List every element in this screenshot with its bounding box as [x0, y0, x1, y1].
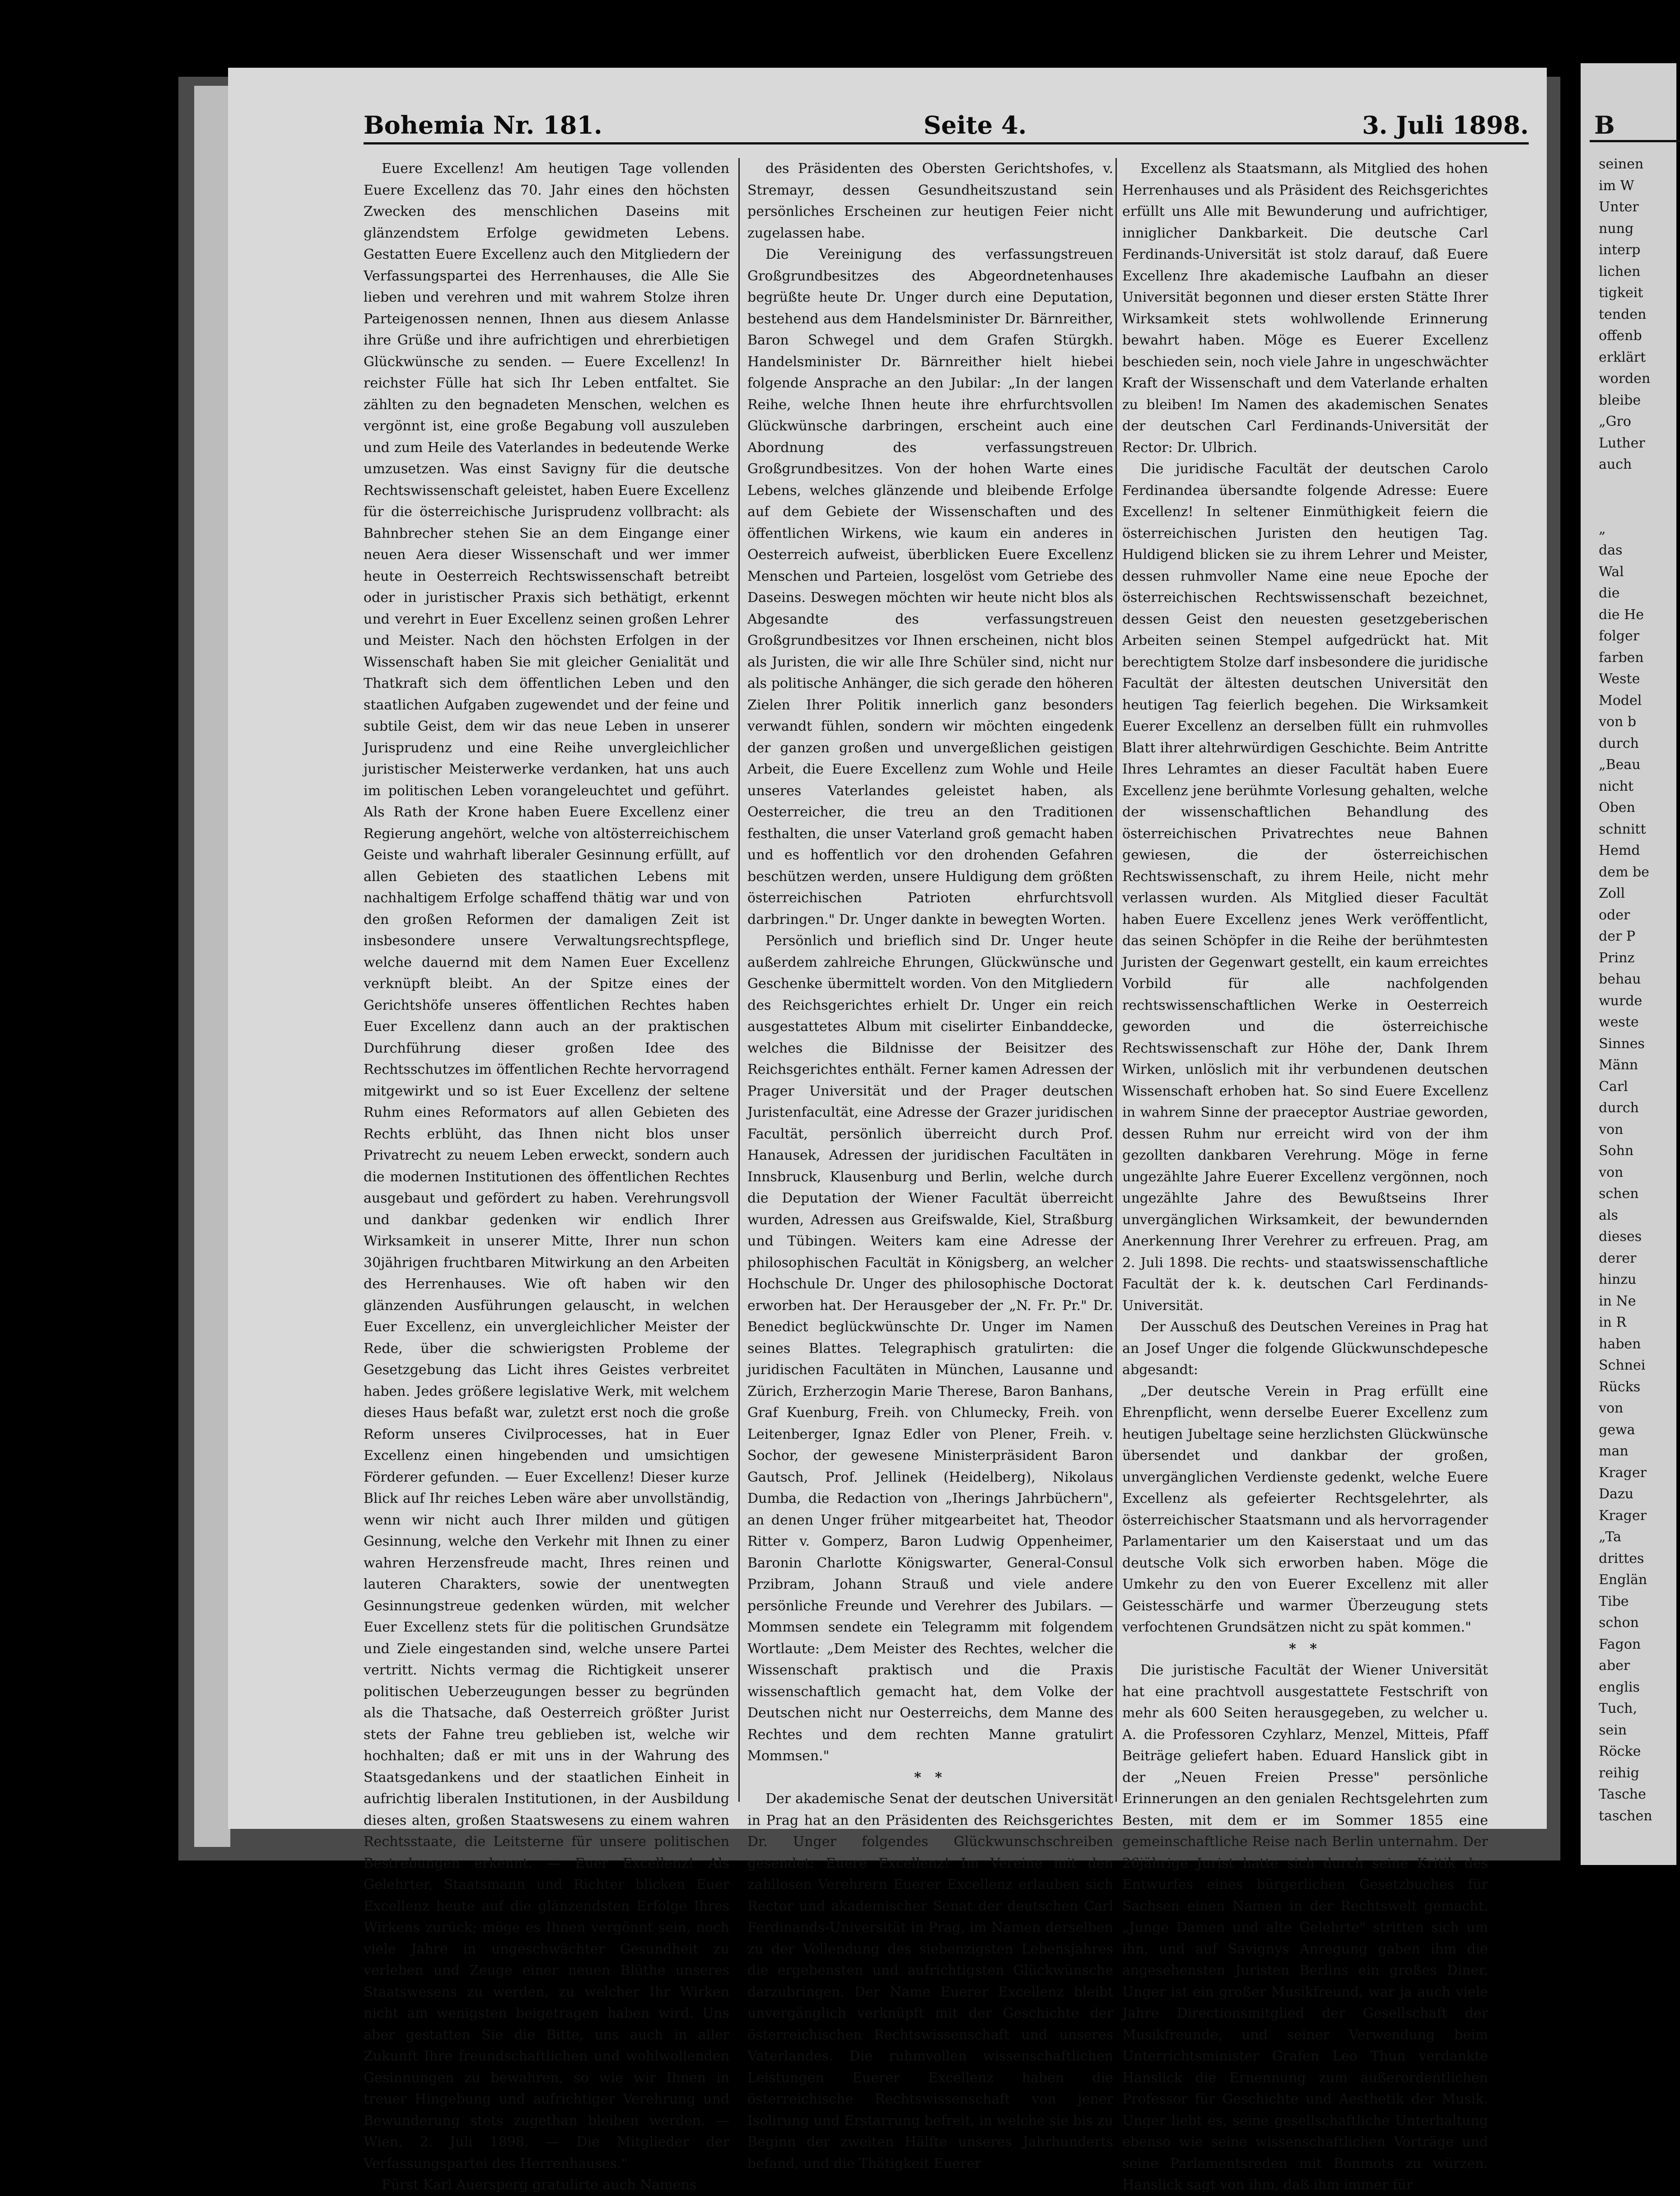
- adjacent-page-line: Fagon: [1599, 1636, 1641, 1652]
- article-paragraph: Die Vereinigung des verfassungstreuen Großgrundbesitzes des Abgeordnetenhauses begrüßte heute Dr. Unger durch eine Deputation, bestehend aus dem Handelsminister Dr. Bärnreither, Baron Schwegel und dem Grafen Stürgkh. Handelsminister Dr. Bärnreither hielt hiebei folgende Ansprache an den Jubilar: „In der langen Reihe, welche Ihnen heute ihre ehrfurchtsvollen Glückwünsche darbringen, erscheint auch eine Abordnung des verfassungstreuen Großgrundbesitzes. Von der hohen Warte eines Lebens, welches glänzende und bleibende Erfolge auf dem Gebiete der Wissenschaften und des öffentlichen Wirkens, wie kaum ein anderes in Oesterreich aufweist, überblicken Euere Excellenz Menschen und Parteien, losgelöst vom Getriebe des Daseins. Deswegen möchten wir heute nicht blos als Abgesandte des verfassungstreuen Großgrundbesitzes vor Ihnen erscheinen, nicht blos als Juristen, die wir alle Ihre Schüler sind, nicht nur als politische Anhänger, die sich gerade den höheren Zielen Ihrer Politik innerlich ganz besonders verwandt fühlen, sondern wir möchten eingedenk der ganzen großen und unvergeßlichen geistigen Arbeit, die Euere Excellenz zum Wohle und Heile unseres Vaterlandes geleistet haben, als Oesterreicher, die treu an den Traditionen festhalten, die unser Vaterland groß gemacht haben und es hoffentlich vor den drohenden Gefahren beschützen werden, unsere Huldigung dem größten österreichischen Patrioten ehrfurchtsvoll darbringen." Dr. Unger dankte in bewegten Worten.: [747, 247, 1113, 928]
- adjacent-page-line: taschen: [1599, 1808, 1652, 1824]
- adjacent-page-line: wurde: [1599, 993, 1643, 1009]
- adjacent-page-line: haben: [1599, 1336, 1641, 1352]
- adjacent-page-line: „Ta: [1599, 1529, 1622, 1545]
- article-paragraph: Der akademische Senat der deutschen Universität in Prag hat an den Präsidenten des Reichsgerichtes Dr. Unger folgendes Glückwunschschreiben gesendet: Euere Excellenz! Im Vereine mit den zahllosen Verehrern Euerer Excellenz erlauben sich Rector und akademischer Senat der deutschen Carl Ferdinands-Universität in Prag, im Namen derselben zu der Vollendung des siebenzigsten Lebensjahres die ergebensten und aufrichtigsten Glückwünsche darzubringen. Der Name Euerer Excellenz bleibt unvergänglich verknüpft mit der Geschichte der österreichischen Rechtswissenschaft und unseres Vaterlandes. Die ruhmvollen wissenschaftlichen Leistungen Euerer Excellenz haben die österreichische Rechtswissenschaft von jener Isolirung und Erstarrung befreit, in welche sie bis zu Beginn der zweiten Hälfte unseres Jahrhunderts befand, und die Thätigkeit Euerer: [747, 1791, 1113, 2172]
- adjacent-page-line: die: [1599, 585, 1620, 601]
- adjacent-page-line: [1599, 476, 1675, 497]
- column-divider: [738, 158, 740, 1802]
- adjacent-page-line: derer: [1599, 1250, 1637, 1266]
- adjacent-page-line: Krager: [1599, 1464, 1647, 1481]
- previous-page-edge: [194, 86, 230, 1847]
- adjacent-page-line: von: [1599, 1164, 1624, 1180]
- adjacent-page-line: „Gro: [1599, 414, 1631, 429]
- adjacent-page-line: nung: [1599, 220, 1634, 237]
- adjacent-page-line: Sohn: [1599, 1143, 1634, 1159]
- adjacent-page-line: offenb: [1599, 328, 1642, 344]
- issue-date: 3. Juli 1898.: [1362, 111, 1529, 140]
- adjacent-page-line: Model: [1599, 692, 1642, 709]
- adjacent-page-line: Dazu: [1599, 1486, 1634, 1502]
- adjacent-page-line: in R: [1599, 1315, 1627, 1330]
- adjacent-page-line: interp: [1599, 242, 1641, 258]
- article-paragraph: Die juridische Facultät der deutschen Carolo Ferdinandea übersandte folgende Adresse: Euere Excellenz! In seltener Einmüthigkeit feiern die österreichischen Juristen den heutigen Tag. Huldigend blicken sie zu ihrem Lehrer und Meister, dessen ruhmvoller Name eine neue Epoche der österreichischen Rechtswissenschaft bezeichnet, dessen Geist den neuesten gesetzgeberischen Arbeiten seinen Stempel aufgedrückt hat. Mit berechtigtem Stolze darf insbesondere die juridische Facultät der ältesten deutschen Universität den heutigen Tag feierlich begehen. Die Wirksamkeit Euerer Excellenz an derselben füllt ein ruhmvolles Blatt ihrer altehrwürdigen Geschichte. Beim Antritte Ihres Lehramtes an dieser Facultät haben Euere Excellenz jene berühmte Vorlesung gehalten, welche der wissenschaftlichen Behandlung des österreichischen Privatrechtes neue Bahnen gewiesen, die der österreichischen Rechtswissenschaft, zu ihrem Heile, nicht mehr verlassen wurden. Als Mitglied dieser Facultät haben Euere Excellenz jenes Werk veröffentlicht, das seinen Schöpfer in die Reihe der berühmtesten Juristen der Gegenwart gestellt, ein kaum erreichtes Vorbild für alle nachfolgenden rechtswissenschaftlichen Werke in Oesterreich geworden und die österreichische Rechtswissenschaft zur Höhe der, Dank Ihrem Wirken, unlöslich mit ihr verbundenen deutschen Wissenschaft erhoben hat. So sind Euere Excellenz in wahrem Sinne der praeceptor Austriae geworden, dessen Ruhm nur erreicht wird von der ihm gezollten dankbaren Verehrung. Möge in ferne ungezählte Jahre Euerer Excellenz vergönnen, noch ungezählte Jahre des Bewußtseins Ihrer unvergänglichen Wirksamkeit, der bewundernden Anerkennung Ihrer Verehrer zu erfreuen. Prag, am 2. Juli 1898. Die rechts- und staatswissenschaftliche Facultät der k. k. deutschen Carl Ferdinands-Universität.: [1122, 461, 1488, 1314]
- adjacent-page-line: die He: [1599, 606, 1644, 623]
- adjacent-page-line: Oben: [1599, 800, 1635, 816]
- adjacent-page-line: Hemd: [1599, 843, 1640, 858]
- adjacent-page-line: Sinnes: [1599, 1035, 1645, 1052]
- adjacent-page-line: tenden: [1599, 306, 1647, 322]
- newspaper-page: [228, 68, 1547, 2193]
- adjacent-page-line: „Beau: [1599, 757, 1641, 773]
- column-2: [747, 158, 1113, 2172]
- adjacent-page-line: seinen: [1599, 156, 1644, 172]
- adjacent-page-line: Röcke: [1599, 1744, 1641, 1759]
- adjacent-page-line: „: [1599, 521, 1606, 537]
- adjacent-page-line: Carl: [1599, 1078, 1628, 1095]
- adjacent-page-line: hinzu: [1599, 1272, 1637, 1287]
- adjacent-page-line: der P: [1599, 928, 1636, 944]
- adjacent-page-header: B: [1594, 111, 1615, 140]
- adjacent-page-line: dieses: [1599, 1229, 1642, 1245]
- article-paragraph: Fürst Karl Auersperg gratulirte auch Namens: [382, 2177, 697, 2193]
- adjacent-page-line: dem be: [1599, 864, 1649, 880]
- adjacent-page-line: von: [1599, 1400, 1624, 1416]
- adjacent-page-line: Männ: [1599, 1057, 1638, 1073]
- adjacent-page-line: reihig: [1599, 1765, 1639, 1781]
- column-1: [364, 158, 729, 2193]
- adjacent-page-line: von: [1599, 1121, 1624, 1138]
- adjacent-page-line: schon: [1599, 1615, 1639, 1631]
- adjacent-page-line: Tibe: [1599, 1593, 1629, 1609]
- adjacent-page-line: Tuch,: [1599, 1701, 1637, 1716]
- adjacent-page-line: Prinz: [1599, 950, 1635, 966]
- article-paragraph: Der Ausschuß des Deutschen Vereines in Prag hat an Josef Unger die folgende Glückwunschdepesche abgesandt:: [1122, 1319, 1488, 1378]
- article-paragraph: Die juristische Facultät der Wiener Universität hat eine prachtvoll ausgestattete Festschrift von mehr als 600 Seiten herausgegeben, zu welcher u. A. die Professoren Czyhlarz, Menzel, Mitteis, Pfaff Beiträge geliefert haben. Eduard Hanslick gibt in der „Neuen Freien Presse" persönliche Erinnerungen an den genialen Rechtsgelehrten zum Besten, mit dem er im Sommer 1855 eine gemeinschaftliche Reise nach Berlin unternahm. Der 26jährige Jurist hatte sich durch seine Kritik des Entwurfes eines bürgerlichen Gesetzbuches für Sachsen einen Namen in der Rechtswelt gemacht. „Junge Damen und alte Gelehrte" stritten sich um ihn, und auf Savignys Anregung gaben ihm die angesehensten Juristen Berlins ein großes Diner. Unger ist ein großer Musikfreund, war ja auch viele Jahre Directionsmitglied der Gesellschaft der Musikfreunde, und seiner Verwendung beim Unterrichtsminister Grafen Leo Thun verdankte Hanslick die Ernennung zum außerordentlichen Professor für Geschichte und Aesthetik der Musik. Unger liebt es, seine gesellschaftliche Unterhaltung ebenso wie seine wissenschaftlichen Vorträge und seine Parlamentsreden mit Bonmots zu würzen. Hanslick sagt von ihm, daß ihm immer für: [1122, 1662, 1488, 2193]
- adjacent-page-header-rule: [1590, 140, 1680, 142]
- adjacent-page-line: folger: [1599, 628, 1640, 644]
- adjacent-page-line: das: [1599, 542, 1623, 558]
- adjacent-page-line: farben: [1599, 649, 1644, 666]
- adjacent-page-line: Luther: [1599, 435, 1645, 451]
- adjacent-page-line: aber: [1599, 1658, 1630, 1674]
- adjacent-page-line: weste: [1599, 1014, 1639, 1030]
- adjacent-page-line: Tasche: [1599, 1786, 1646, 1802]
- masthead-title: Bohemia Nr. 181.: [364, 111, 602, 140]
- adjacent-page-line: in Ne: [1599, 1293, 1636, 1309]
- article-paragraph: Persönlich und brieflich sind Dr. Unger heute außerdem zahlreiche Ehrungen, Glückwünsche und Geschenke übermittelt worden. Von den Mitgliedern des Reichsgerichtes erhielt Dr. Unger ein reich ausgestattetes Album mit ciselirter Einbanddecke, welches die Bildnisse der Beisitzer des Reichsgerichtes enthält. Ferner kamen Adressen der Prager Universität und der Prager deutschen Juristenfacultät, eine Adresse der Grazer juridischen Facultät, persönlich überreicht durch Prof. Hanausek, Adressen der juridischen Facultäten in Innsbruck, Klausenburg und Berlin, welche durch die Deputation der Wiener Facultät überreicht wurden, Adressen aus Greifswalde, Kiel, Straßburg und Tübingen. Weiters kam eine Adresse der philosophischen Facultät in Königsberg, an welcher Hochschule Dr. Unger des philosophische Doctorat erworben hat. Der Herausgeber der „N. Fr. Pr." Dr. Benedict beglückwünschte Dr. Unger im Namen seines Blattes. Telegraphisch gratulirten: die juridischen Facultäten in München, Lausanne und Zürich, Erzherzogin Marie Therese, Baron Banhans, Graf Kuenburg, Freih. von Chlumecky, Freih. von Leitenberger, Ignaz Edler von Plener, Freih. v. Sochor, der gewesene Ministerpräsident Baron Gautsch, Prof. Jellinek (Heidelberg), Nikolaus Dumba, die Redaction von „Iherings Jahrbüchern", an denen Unger früher mitgearbeitet hat, Theodor Ritter v. Gomperz, Baron Ludwig Oppenheimer, Baronin Charlotte Königswarter, General-Consul Przibram, Johann Strauß und viele andere persönliche Freunde und Verehrer des Jubilars. — Mommsen sendete ein Telegramm mit folgendem Wortlaute: „Dem Meister des Rechtes, welcher die Wissenschaft praktisch und die Praxis wissenschaftlich gemacht hat, dem Volke der Deutschen nicht nur Oesterreichs, dem Manne des Rechtes und dem rechten Manne gratulirt Mommsen.": [747, 933, 1113, 1764]
- article-paragraph: Euere Excellenz! Am heutigen Tage vollenden Euere Excellenz das 70. Jahr eines den höchsten Zwecken des menschlichen Daseins mit glänzendstem Erfolge gewidmeten Lebens. Gestatten Euere Excellenz auch den Mitgliedern der Verfassungspartei des Herrenhauses, die Alle Sie lieben und verehren und mit wahrem Stolze ihren Parteigenossen nennen, Ihnen aus diesem Anlasse ihre Grüße und ihre aufrichtigen und ehrerbietigen Glückwünsche zu senden. — Euere Excellenz! In reichster Fülle hat sich Ihr Leben entfaltet. Sie zählten zu den begnadeten Menschen, welchen es vergönnt ist, eine große Begabung voll auszuleben und zum Heile des Vaterlandes in bedeutende Werke umzusetzen. Was einst Savigny für die deutsche Rechtswissenschaft geleistet, haben Euere Excellenz für die österreichische Jurisprudenz vollbracht: als Bahnbrecher stehen Sie an dem Eingange einer neuen Aera dieser Wissenschaft und wer immer heute in Oesterreich Rechtswissenschaft betreibt oder in juristischer Praxis sich bethätigt, erkennt und verehrt in Euer Excellenz seinen großen Lehrer und Meister. Nach den höchsten Erfolgen in der Wissenschaft haben Sie mit gleicher Genialität und Thatkraft sich dem öffentlichen Leben und den staatlichen Aufgaben zugewendet und der feine und subtile Geist, dem wir das neue Leben in unserer Jurisprudenz und eine Reihe unvergleichlicher juristischer Meisterwerke verdanken, hat uns auch im politischen Leben vorangeleuchtet und geführt. Als Rath der Krone haben Euere Excellenz einer Regierung angehört, welche von altösterreichischem Geiste und wahrhaft liberaler Gesinnung erfüllt, auf allen Gebieten des staatlichen Lebens mit nachhaltigem Erfolge schaffend thätig war und von den großen Reformen der damaligen Zeit ist insbesondere unsere Verwaltungsrechtspflege, welche dauernd mit dem Namen Euer Excellenz verknüpft bleibt. An der Spitze eines der Gerichtshöfe unseres öffentlichen Rechtes haben Euer Excellenz dann auch an der praktischen Durchführung dieser großen Idee des Rechtsschutzes im öffentlichen Rechte hervorragend mitgewirkt und so ist Euer Excellenz der seltene Ruhm eines Reformators auf allen Gebieten des Rechts erblüht, das Ihnen nicht blos unser Privatrecht zu neuem Leben erweckt, sondern auch die modernen Institutionen des öffentlichen Rechtes ausgebaut und gefördert zu haben. Verehrungsvoll und dankbar gedenken wir endlich Ihrer Wirksamkeit in unserer Mitte, Ihrer nun schon 30jährigen fruchtbaren Mitwirkung an den Arbeiten des Herrenhauses. Wie oft haben wir den glänzenden Ausführungen gelauscht, in welchen Euer Excellenz, ein unvergleichlicher Meister der Rede, über die schwierigsten Probleme der Gesetzgebung das Licht ihres Geistes verbreitet haben. Jedes größere legislative Werk, mit welchem dieses Haus befaßt war, zuletzt erst noch die große Reform unseres Civilprocesses, hat in Euer Excellenz einen hingebenden und umsichtigen Förderer gefunden. — Euer Excellenz! Dieser kurze Blick auf Ihr reiches Leben wäre aber unvollständig, wenn wir nicht auch Ihrer milden und gütigen Gesinnung, welche den Verkehr mit Ihnen zu einer wahren Herzensfreude macht, Ihres reinen und lauteren Charakters, sowie der unentwegten Gesinnungstreue gedenken würden, mit welcher Euer Excellenz stets für die politischen Grundsätze und Ziele eingestanden sind, welche unsere Partei vertritt. Nichts vermag die Richtigkeit unserer politischen Ueberzeugungen besser zu begründen als die Thatsache, daß Oesterreich größter Jurist stets der Fahne treu geblieben ist, welche wir hochhalten; daß er mit uns in der Wahrung des Staatsgedankens und der staatlichen Einheit in aufrichtig liberalen Institutionen, in der Ausbildung dieses alten, großen Staatswesens zu einem wahren Rechtsstaate, die Leitsterne für unsere politischen Bestrebungen erkennt. — Euer Excellenz! Als Gelehrter, Staatsmann und Richter blicken Euer Excellenz heute auf die glänzendsten Erfolge Ihres Wirkens zurück; möge es Ihnen vergönnt sein, noch viele Jahre in ungeschwächter Gesundheit zu verleben und Zeuge einer neuen Blüthe unseres Staatswesens zu werden, zu welcher Ihr Wirken nicht am wenigsten beigetragen haben wird. Uns aber gestatten Sie die Bitte, uns auch in aller Zukunft Ihre freundschaftlichen und wohlwollenden Gesinnungen zu bewahren, so wie wir Ihnen in treuer Hingebung und aufrichtiger Verehrung und Bewunderung stets zugethan bleiben werden. — Wien, 2. Juli 1898. — Die Mitglieder der Verfassungspartei des Herrenhauses.": [364, 161, 729, 2172]
- adjacent-page-column: [1599, 154, 1675, 1827]
- adjacent-page-line: tigkeit: [1599, 285, 1643, 301]
- adjacent-page-line: als: [1599, 1207, 1618, 1223]
- adjacent-page-line: erklärt: [1599, 349, 1646, 365]
- section-separator: * *: [914, 1769, 947, 1786]
- adjacent-page-line: Unter: [1599, 199, 1639, 215]
- adjacent-page-line: durch: [1599, 1100, 1639, 1116]
- adjacent-page-line: Schnei: [1599, 1357, 1646, 1373]
- adjacent-page-line: englis: [1599, 1679, 1640, 1695]
- article-paragraph: „Der deutsche Verein in Prag erfüllt eine Ehrenpflicht, wenn derselbe Euerer Excellenz zum heutigen Jubeltage seine herzlichsten Glückwünsche übersendet und dankbar der großen, unvergänglichen Verdienste gedenkt, welche Euere Excellenz als gefeierter Rechtsgelehrter, als österreichischer Staatsmann und als hervorragender Parlamentarier um den Kaiserstaat und um das deutsche Volk sich erworben haben. Möge die Umkehr zu den von Euerer Excellenz mit aller Geistesschärfe und warmer Überzeugung stets verfochtenen Grundsätzen nicht zu spät kommen.": [1122, 1383, 1488, 1635]
- adjacent-page: [1581, 63, 1676, 1865]
- adjacent-page-line: Wal: [1599, 564, 1624, 580]
- adjacent-page-line: auch: [1599, 457, 1632, 472]
- adjacent-page-line: man: [1599, 1443, 1629, 1459]
- adjacent-page-line: Zoll: [1599, 886, 1625, 901]
- adjacent-page-line: lichen: [1599, 263, 1641, 280]
- adjacent-page-line: von b: [1599, 714, 1637, 730]
- adjacent-page-line: schen: [1599, 1186, 1639, 1202]
- page-number: Seite 4.: [924, 111, 1027, 140]
- adjacent-page-line: worden: [1599, 371, 1651, 387]
- article-paragraph: Excellenz als Staatsmann, als Mitglied des hohen Herrenhauses und als Präsident des Reichsgerichtes erfüllt uns Alle mit Bewunderung und aufrichtiger, inniglicher Dankbarkeit. Die deutsche Carl Ferdinands-Universität ist stolz darauf, daß Euere Excellenz Ihre akademische Laufbahn an dieser Universität begonnen und dieser ersten Stätte Ihrer Wirksamkeit stets wohlwollende Erinnerung bewahrt haben. Möge es Euerer Excellenz beschieden sein, noch viele Jahre in ungeschwächter Kraft der Wissenschaft und dem Vaterlande erhalten zu bleiben! Im Namen des akademischen Senates der deutschen Carl Ferdinands-Universität der Rector: Dr. Ulbrich.: [1122, 161, 1488, 456]
- adjacent-page-line: drittes: [1599, 1550, 1644, 1567]
- adjacent-page-line: Englän: [1599, 1572, 1647, 1588]
- adjacent-page-line: Krager: [1599, 1507, 1647, 1524]
- section-separator: * *: [1289, 1641, 1321, 1657]
- adjacent-page-line: behau: [1599, 971, 1641, 987]
- adjacent-page-line: gewa: [1599, 1422, 1635, 1438]
- page-header: [364, 111, 1529, 145]
- adjacent-page-line: schnitt: [1599, 821, 1646, 837]
- adjacent-page-line: nicht: [1599, 778, 1634, 794]
- adjacent-page-line: durch: [1599, 735, 1639, 751]
- adjacent-page-line: Weste: [1599, 671, 1640, 687]
- adjacent-page-line: Rücks: [1599, 1379, 1641, 1395]
- adjacent-page-line: [1599, 497, 1675, 518]
- adjacent-page-line: im W: [1599, 177, 1634, 194]
- column-3: [1122, 158, 1488, 2193]
- adjacent-page-line: oder: [1599, 907, 1630, 923]
- article-paragraph: des Präsidenten des Obersten Gerichtshofes, v. Stremayr, dessen Gesundheitszustand sein persönliches Erscheinen zur heutigen Feier nicht zugelassen habe.: [747, 161, 1113, 241]
- column-divider: [1115, 158, 1117, 1802]
- adjacent-page-line: bleibe: [1599, 392, 1641, 408]
- adjacent-page-line: sein: [1599, 1722, 1627, 1738]
